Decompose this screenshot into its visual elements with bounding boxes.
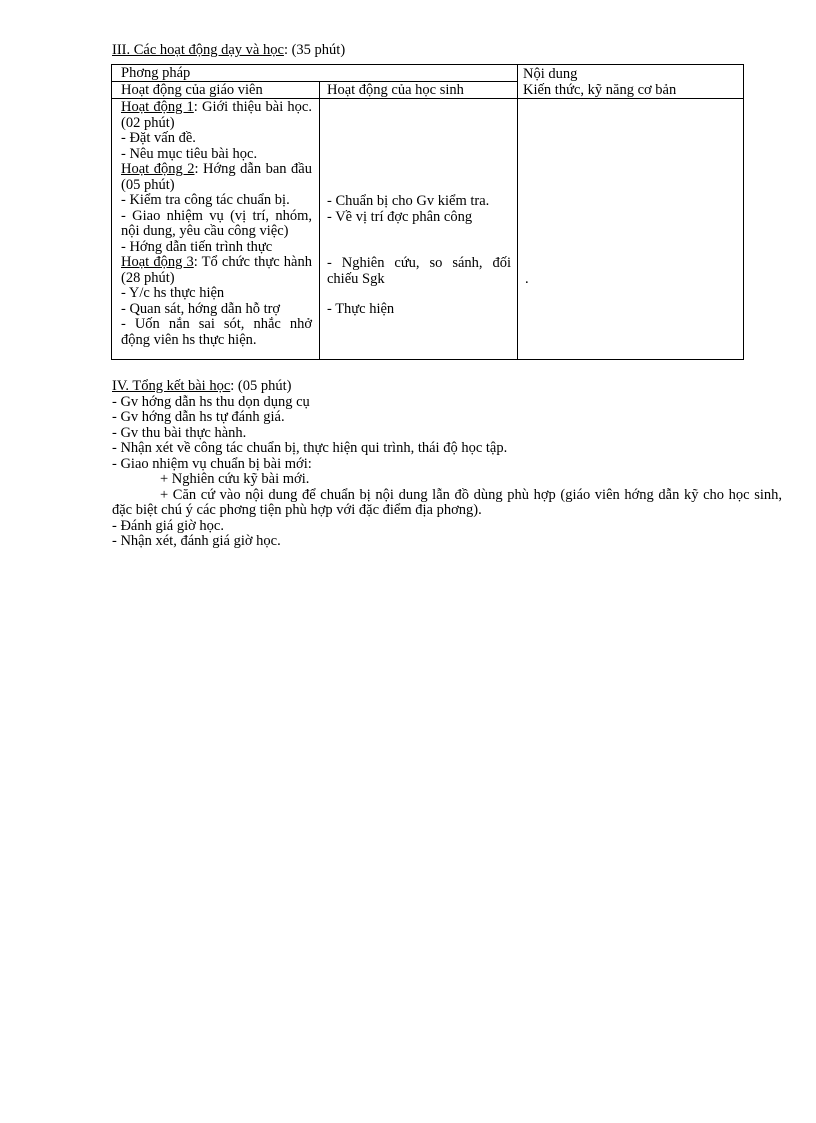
teacher-item: - Kiểm tra công tác chuẩn bị. <box>121 192 290 208</box>
header-teacher: Hoạt động của giáo viên <box>121 82 263 98</box>
student-item-position: - Về vị trí đợc phân công <box>327 209 473 225</box>
teacher-item: - Uốn nắn sai sót, nhắc nhở động viên hs thực hiện. <box>121 316 312 348</box>
summary-item: - Gv hớng dẫn hs thu dọn dụng cụ <box>112 393 310 410</box>
table-border-right <box>743 64 744 360</box>
section-3-title-label: III. Các hoạt động dạy và học <box>112 42 284 58</box>
table-border-left <box>111 64 112 360</box>
summary-item: - Nhận xét về công tác chuẩn bị, thực hiện qui trình, thái độ học tập. <box>112 440 508 456</box>
activity-1-label: Hoạt động 1 <box>121 99 194 115</box>
activity-1-heading <box>121 100 312 131</box>
section-3-title <box>112 43 345 59</box>
header-content-line-1: Nội dung <box>523 66 578 82</box>
student-item-research: - Nghiên cứu, so sánh, đối chiếu Sgk <box>327 255 511 287</box>
summary-sub-item: + Căn cứ vào nội dung để chuẩn bị nội dung lẫn đồ dùng phù hợp (giáo viên hớng dẫn kỹ cho học sinh, đặc biệt chú ý các phơng tiện phù hợp với đặc điểm địa phơng). <box>112 486 782 518</box>
activity-2-label: Hoạt động 2 <box>121 161 195 177</box>
student-item-prepare: - Chuẩn bị cho Gv kiểm tra. <box>327 193 490 209</box>
section-4-title-duration: : (05 phút) <box>230 378 292 394</box>
summary-sub-item: + Nghiên cứu kỹ bài mới. <box>160 471 310 487</box>
lesson-activities-table <box>111 64 744 360</box>
table-border-top <box>111 64 744 65</box>
section-4-title <box>112 379 782 395</box>
activity-2-heading <box>121 162 312 193</box>
teacher-item: - Giao nhiệm vụ (vị trí, nhóm, nội dung, yêu cầu công việc) <box>121 207 312 239</box>
summary-item: - Gv hớng dẫn hs tự đánh giá. <box>112 409 285 425</box>
section-4-title-label: IV. Tổng kết bài học <box>112 378 231 394</box>
activity-2-title: : Hớng dẫn ban đầu (05 phút) <box>121 161 312 193</box>
header-method: Phơng pháp <box>121 65 191 81</box>
activity-3-title: : Tổ chức thực hành (28 phút) <box>121 254 312 286</box>
summary-item: - Gv thu bài thực hành. <box>112 424 247 441</box>
header-content-line-2: Kiến thức, kỹ năng cơ bản <box>523 81 677 98</box>
table-rule-content <box>517 64 518 360</box>
teacher-item: - Nêu mục tiêu bài học. <box>121 145 258 162</box>
teacher-item: - Quan sát, hớng dẫn hỗ trợ <box>121 300 281 317</box>
activity-3-heading <box>121 255 312 286</box>
activity-3-label: Hoạt động 3 <box>121 254 194 270</box>
table-rule-teacher-student <box>319 81 320 360</box>
student-item-perform: - Thực hiện <box>327 301 395 317</box>
teacher-activities-cell <box>121 100 312 348</box>
section-3-title-duration: : (35 phút) <box>283 42 346 58</box>
section-4 <box>112 379 782 550</box>
activity-1-title: : Giới thiệu bài học. (02 phút) <box>121 99 312 131</box>
content-cell-dot: . <box>525 271 529 287</box>
header-content <box>523 67 676 98</box>
summary-item: - Giao nhiệm vụ chuẩn bị bài mới: <box>112 455 312 472</box>
header-student: Hoạt động của học sinh <box>327 82 464 98</box>
teacher-item: - Đặt vấn đề. <box>121 130 196 146</box>
table-border-bottom <box>111 359 744 360</box>
teacher-item: - Hớng dẫn tiến trình thực <box>121 238 273 255</box>
summary-closing-item: - Nhận xét, đánh giá giờ học. <box>112 533 281 549</box>
teacher-item: - Y/c hs thực hiện <box>121 285 225 301</box>
summary-closing-item: - Đánh giá giờ học. <box>112 517 224 534</box>
